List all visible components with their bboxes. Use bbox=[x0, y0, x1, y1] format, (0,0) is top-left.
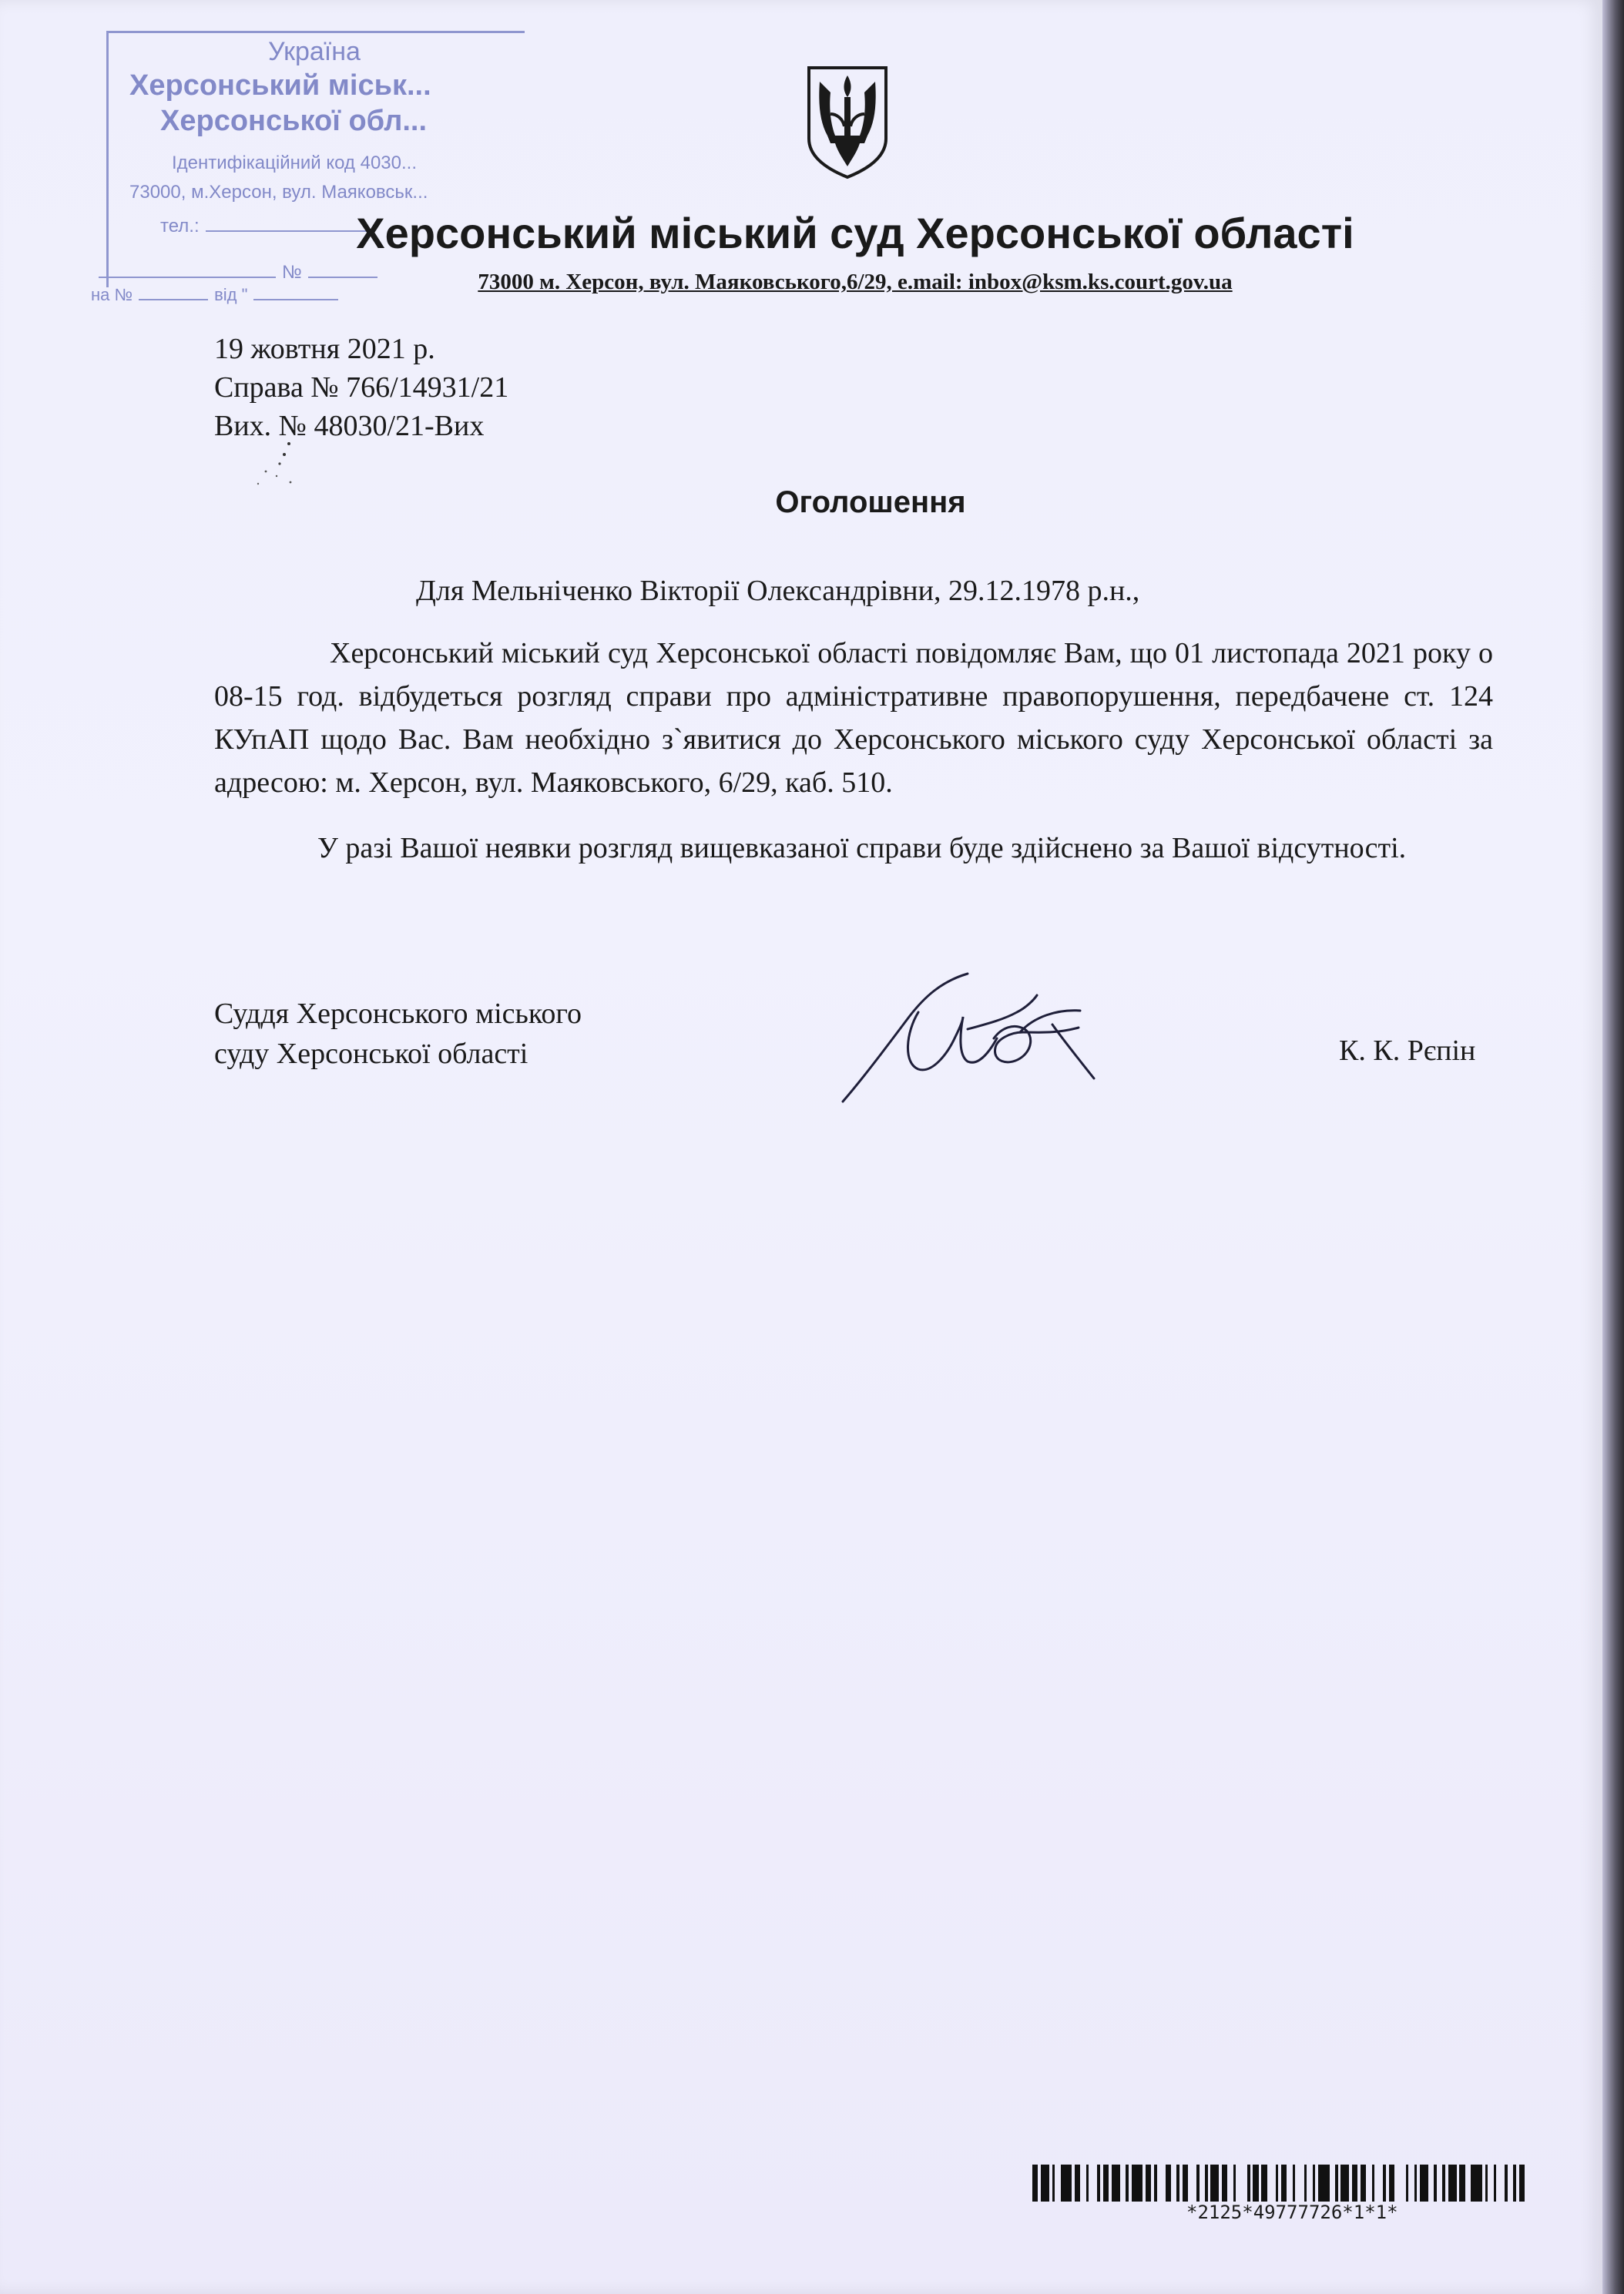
stamp-address: 73000, м.Херсон, вул. Маяковськ... bbox=[129, 182, 428, 203]
court-name: Херсонський міський суд Херсонської області bbox=[356, 209, 1354, 257]
barcode-bar bbox=[1132, 2165, 1143, 2202]
barcode-bar bbox=[1253, 2165, 1258, 2202]
signer-position bbox=[214, 994, 582, 1074]
barcode-bar bbox=[1075, 2165, 1080, 2202]
barcode-bar bbox=[1318, 2165, 1330, 2202]
document-barcode bbox=[1032, 2165, 1533, 2202]
stamp-id-code: Ідентифікаційний код 4030... bbox=[172, 153, 417, 173]
barcode-bar bbox=[1428, 2165, 1434, 2202]
stamp-number bbox=[99, 262, 377, 283]
barcode-bar bbox=[1352, 2165, 1357, 2202]
barcode-bar bbox=[1437, 2165, 1442, 2202]
barcode-bar bbox=[1340, 2165, 1349, 2202]
document-date: 19 жовтня 2021 р. bbox=[214, 333, 435, 365]
barcode-bar bbox=[1041, 2165, 1049, 2202]
stamp-number-label: № bbox=[282, 262, 302, 283]
stamp-number-blank2 bbox=[308, 277, 377, 278]
stamp-court-line2: Херсонської обл... bbox=[160, 105, 428, 137]
barcode-bar bbox=[1055, 2165, 1060, 2202]
barcode-bar bbox=[1146, 2165, 1151, 2202]
page-edge-shadow bbox=[1602, 0, 1624, 2294]
outgoing-number: Вих. № 48030/21-Вих bbox=[214, 410, 485, 442]
case-number: Справа № 766/14931/21 bbox=[214, 371, 509, 404]
barcode-bar bbox=[1420, 2165, 1428, 2202]
notice-paragraph-2: У разі Вашої неявки розгляд вищевказаної справи буде здійснено за Вашої відсутності. bbox=[317, 832, 1407, 864]
barcode-bar bbox=[1032, 2165, 1038, 2202]
document-meta bbox=[214, 330, 508, 445]
barcode-bar bbox=[1459, 2165, 1465, 2202]
barcode-bar bbox=[1374, 2165, 1383, 2202]
barcode-bar bbox=[1080, 2165, 1085, 2202]
barcode-bar bbox=[1236, 2165, 1247, 2202]
stamp-reply-from: від " bbox=[214, 285, 248, 304]
signer-position-line2: суду Херсонської області bbox=[214, 1038, 528, 1070]
barcode-bar bbox=[1394, 2165, 1406, 2202]
barcode-bar bbox=[1227, 2165, 1233, 2202]
barcode-bar bbox=[1408, 2165, 1414, 2202]
barcode-bar bbox=[1471, 2165, 1482, 2202]
barcode-bar bbox=[1267, 2165, 1276, 2202]
barcode-bar bbox=[1188, 2165, 1196, 2202]
barcode-bar bbox=[1261, 2165, 1267, 2202]
ink-specks bbox=[250, 438, 304, 491]
barcode-bar bbox=[1525, 2165, 1533, 2202]
stamp-reply-prefix: на № bbox=[91, 285, 133, 304]
barcode-bar bbox=[1366, 2165, 1371, 2202]
barcode-number: *2125*49777726*1*1* bbox=[1186, 2202, 1398, 2223]
barcode-bar bbox=[1200, 2165, 1205, 2202]
court-address: 73000 м. Херсон, вул. Маяковського,6/29, e.mail: inbox@ksm.ks.court.gov.ua bbox=[478, 270, 1233, 294]
barcode-bar bbox=[1488, 2165, 1493, 2202]
barcode-bar bbox=[1508, 2165, 1513, 2202]
barcode-bar bbox=[1496, 2165, 1505, 2202]
handwritten-signature bbox=[832, 963, 1140, 1109]
barcode-bar bbox=[1166, 2165, 1171, 2202]
registration-stamp bbox=[91, 31, 530, 308]
stamp-number-blank bbox=[99, 277, 276, 278]
barcode-bar bbox=[1112, 2165, 1120, 2202]
barcode-bar bbox=[1183, 2165, 1188, 2202]
barcode-bar bbox=[1448, 2165, 1457, 2202]
barcode-bar bbox=[1171, 2165, 1176, 2202]
stamp-reply-blank bbox=[139, 299, 208, 300]
barcode-bar bbox=[1307, 2165, 1312, 2202]
barcode-bar bbox=[1089, 2165, 1097, 2202]
barcode-bar bbox=[1120, 2165, 1126, 2202]
barcode-bar bbox=[1330, 2165, 1335, 2202]
barcode-bar bbox=[1295, 2165, 1304, 2202]
barcode-bar bbox=[1222, 2165, 1227, 2202]
barcode-bar bbox=[1210, 2165, 1219, 2202]
document-heading: Оголошення bbox=[775, 485, 966, 519]
stamp-phone-label: тел.: bbox=[160, 216, 200, 236]
barcode-bar bbox=[1103, 2165, 1109, 2202]
barcode-bar bbox=[1389, 2165, 1394, 2202]
stamp-court-line1: Херсонський міськ... bbox=[129, 69, 431, 102]
stamp-country: Україна bbox=[268, 37, 361, 66]
trident-coat-of-arms-icon bbox=[804, 65, 891, 180]
stamp-reply bbox=[91, 285, 338, 305]
stamp-reply-blank2 bbox=[253, 299, 338, 300]
signer-position-line1: Суддя Херсонського міського bbox=[214, 998, 582, 1030]
addressee-line: Для Мельніченко Вікторії Олександрівни, 29.12.1978 р.н., bbox=[416, 575, 1140, 607]
judge-name: К. К. Рєпін bbox=[1339, 1035, 1476, 1067]
barcode-bar bbox=[1281, 2165, 1287, 2202]
barcode-bar bbox=[1157, 2165, 1166, 2202]
barcode-bar bbox=[1287, 2165, 1292, 2202]
barcode-bar bbox=[1061, 2165, 1072, 2202]
barcode-bar bbox=[1361, 2165, 1366, 2202]
notice-paragraph-1: Херсонський міський суд Херсонської області повідомляє Вам, що 01 листопада 2021 року о 08-15 год. відбудеться розгляд справи про адміністративне правопорушення, передбачене ст. 124 КУпАП щодо Вас. Вам необхідно з`явитися до Херсонського міського суду Херсонської області за адресою: м. Херсон, вул. Маяковського, 6/29, каб. 510. bbox=[214, 637, 1493, 799]
barcode-bar bbox=[1465, 2165, 1471, 2202]
barcode-bar bbox=[1519, 2165, 1525, 2202]
